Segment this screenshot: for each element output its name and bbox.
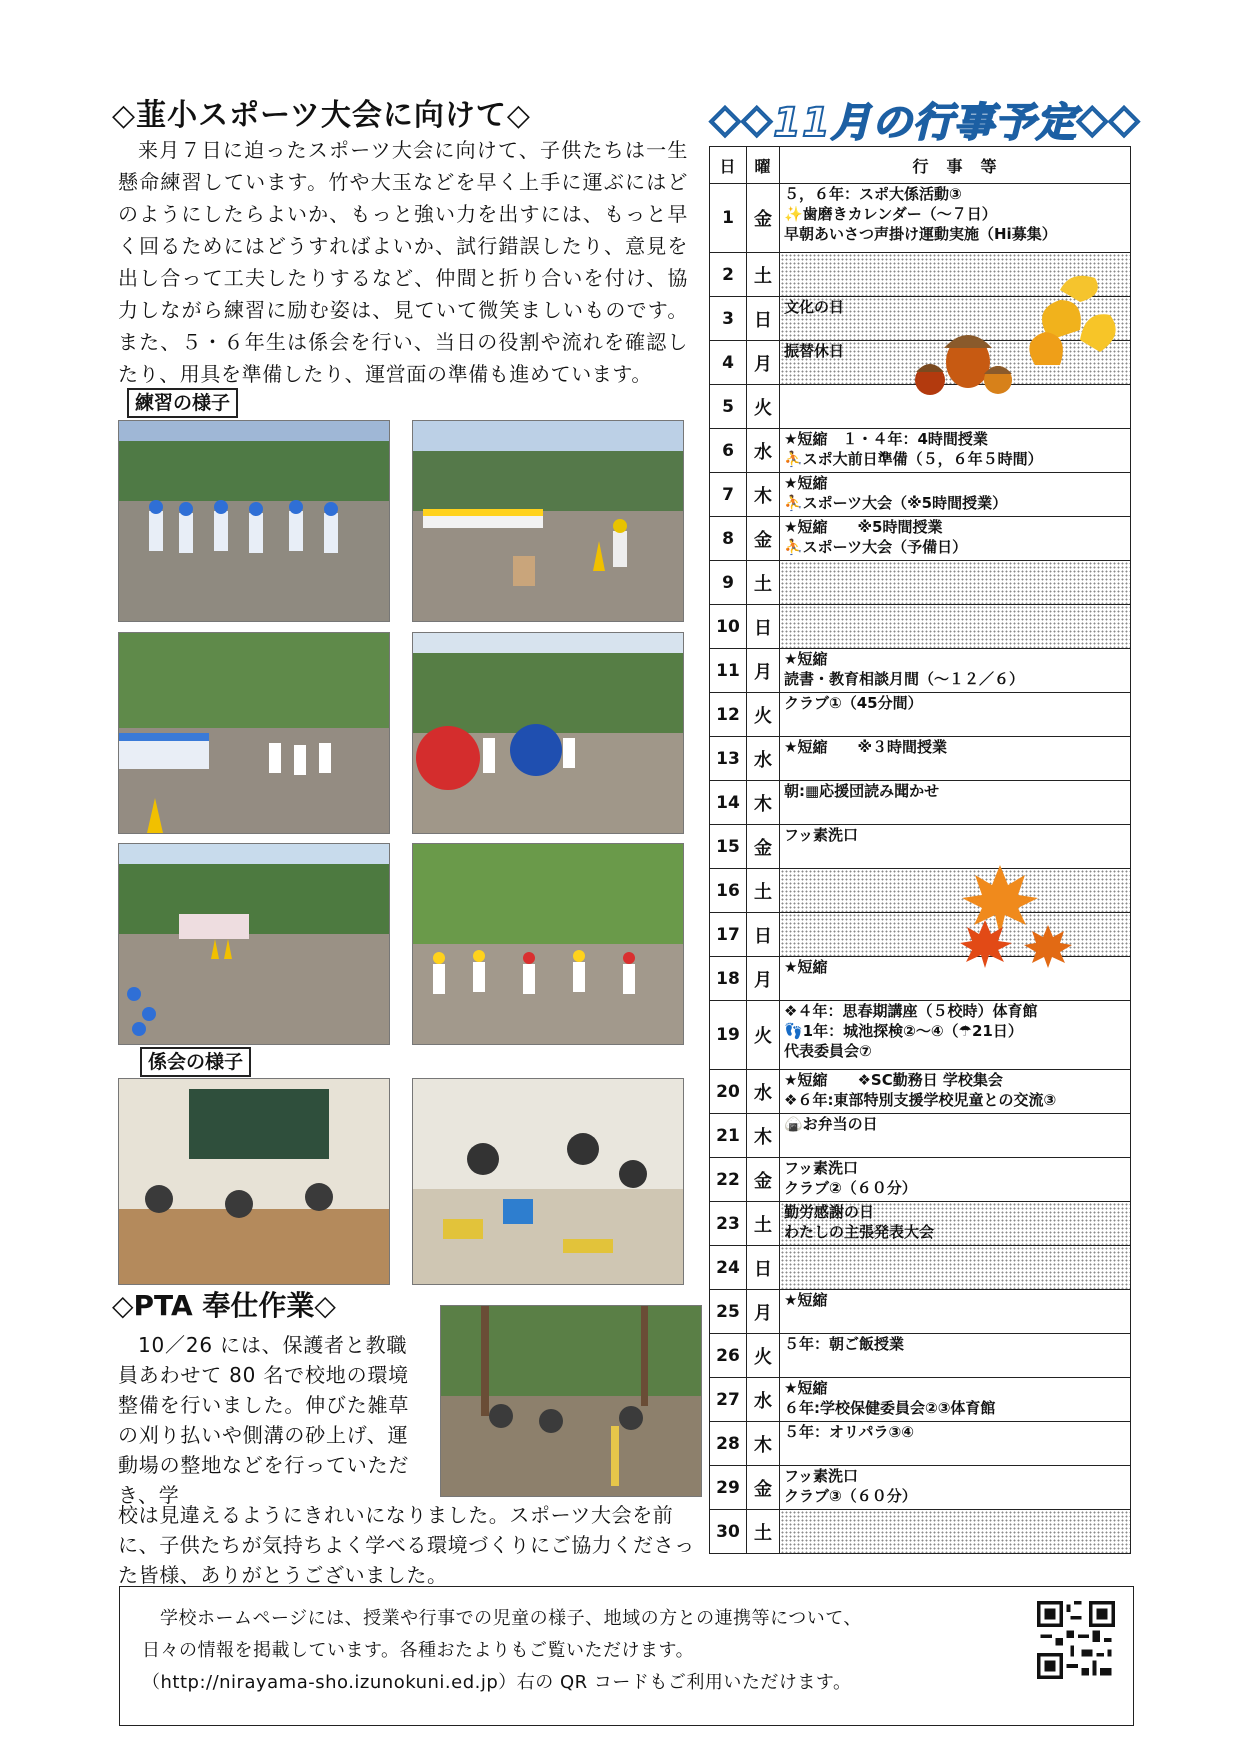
calendar-day: 6: [710, 429, 747, 473]
committee-caption: 係会の様子: [140, 1047, 251, 1077]
calendar-events: [780, 1466, 1131, 1510]
calendar-row: [710, 693, 1131, 737]
sports-section-body: 来月７日に迫ったスポーツ大会に向けて、子供たちは一生懸命練習しています。竹や大玉などを早く上手に運ぶにはどのようにしたらよいか、もっと強い力を出すには、もっと早く回るためにはどうすればよいか、試行錯誤したり、意見を出し合って工夫したりするなど、仲間と折り合いを付け、協力しながら練習に励む姿は、見ていて微笑ましいものです。また、５・６年生は係会を行い、当日の役割や流れを確認したり、用具を準備したり、運営面の準備も進めています。: [118, 138, 688, 386]
info-line-1: 学校ホームページには、授業や行事での児童の様子、地域の方との連携等について、: [160, 1608, 862, 1629]
homepage-info-box: [119, 1586, 1134, 1726]
calendar-row: [710, 737, 1131, 781]
calendar-events: [780, 561, 1131, 605]
calendar-day: 8: [710, 517, 747, 561]
calendar-events: [780, 1158, 1131, 1202]
calendar-row: [710, 1114, 1131, 1158]
pta-work-photo: [440, 1305, 702, 1497]
calendar-events: [780, 1334, 1131, 1378]
calendar-events: [780, 825, 1131, 869]
pta-section-body-1: 10／26 には、保護者と教職員あわせて 80 名で校地の環境整備を行いました。伸びた雑草の刈り払いや側溝の砂上げ、運動場の整地などを行っていただき、学: [118, 1333, 410, 1507]
info-line-3[interactable]: （http://nirayama-sho.izunokuni.ed.jp）右の QR コードもご利用いただけます。: [142, 1672, 852, 1693]
calendar-row: [710, 1158, 1131, 1202]
calendar-row: [710, 957, 1131, 1001]
calendar-weekday: 火: [747, 1001, 780, 1070]
calendar-weekday: 水: [747, 737, 780, 781]
calendar-event-text: 🍙お弁当の日: [784, 1115, 878, 1133]
calendar-day: 9: [710, 561, 747, 605]
calendar-event-text: フッ素洗口: [784, 1467, 858, 1485]
calendar-weekday: 土: [747, 253, 780, 297]
title-diamonds-right: ◇◇: [1076, 96, 1141, 142]
calendar-day: 21: [710, 1114, 747, 1158]
calendar-day: 19: [710, 1001, 747, 1070]
calendar-events: [780, 385, 1131, 429]
calendar-day: 4: [710, 341, 747, 385]
calendar-day: 22: [710, 1158, 747, 1202]
calendar-events: [780, 957, 1131, 1001]
calendar-row: [710, 1202, 1131, 1246]
calendar-event-text: フッ素洗口: [784, 1159, 858, 1177]
calendar-event-text: ★短縮 ※３時間授業: [784, 738, 948, 756]
practice-photo-tug-of-war: [118, 420, 390, 622]
calendar-row: [710, 649, 1131, 693]
calendar-event-text: 朝:▦応援団読み聞かせ: [784, 782, 940, 800]
homepage-info-text: [142, 1603, 1042, 1699]
calendar-weekday: 日: [747, 1246, 780, 1290]
calendar-row: [710, 1466, 1131, 1510]
calendar-day: 23: [710, 1202, 747, 1246]
calendar-event-text: ６年:学校保健委員会②③体育館: [784, 1399, 996, 1417]
calendar-weekday: 土: [747, 1510, 780, 1554]
calendar-day: 15: [710, 825, 747, 869]
calendar-row: [710, 473, 1131, 517]
calendar-day: 20: [710, 1070, 747, 1114]
calendar-weekday: 月: [747, 341, 780, 385]
pta-section-body-2: 校は見違えるようにきれいになりました。スポーツ大会を前に、子供たちが気持ちよく学べる環境づくりにご協力くださった皆様、ありがとうございました。: [118, 1503, 695, 1587]
calendar-day: 28: [710, 1422, 747, 1466]
calendar-day: 27: [710, 1378, 747, 1422]
calendar-event-text: わたしの主張発表大会: [784, 1223, 935, 1241]
calendar-row: [710, 253, 1131, 297]
calendar-weekday: 日: [747, 605, 780, 649]
calendar-day: 7: [710, 473, 747, 517]
calendar-event-text: 早朝あいさつ声掛け運動実施（Hi募集）: [784, 225, 1057, 243]
calendar-day: 24: [710, 1246, 747, 1290]
calendar-row: [710, 1070, 1131, 1114]
calendar-events: [780, 737, 1131, 781]
calendar-events: [780, 781, 1131, 825]
calendar-weekday: 金: [747, 184, 780, 253]
calendar-day: 30: [710, 1510, 747, 1554]
calendar-weekday: 金: [747, 1158, 780, 1202]
calendar-day: 14: [710, 781, 747, 825]
calendar-event-text: ★短縮 １・４年：4時間授業: [784, 430, 988, 448]
calendar-weekday: 火: [747, 693, 780, 737]
calendar-weekday: 金: [747, 1466, 780, 1510]
calendar-events: [780, 297, 1131, 341]
calendar-events: [780, 1001, 1131, 1070]
calendar-row: [710, 1422, 1131, 1466]
calendar-weekday: 木: [747, 1114, 780, 1158]
calendar-events: [780, 473, 1131, 517]
calendar-weekday: 土: [747, 561, 780, 605]
calendar-events: [780, 649, 1131, 693]
calendar-title-text: 11月の行事予定: [773, 99, 1077, 146]
calendar-events: [780, 184, 1131, 253]
calendar-weekday: 月: [747, 649, 780, 693]
calendar-weekday: 木: [747, 473, 780, 517]
calendar-events: [780, 517, 1131, 561]
calendar-event-text: フッ素洗口: [784, 826, 858, 844]
calendar-row: [710, 781, 1131, 825]
calendar-event-text: ❖６年:東部特別支援学校児童との交流③: [784, 1091, 1057, 1109]
calendar-events: [780, 693, 1131, 737]
calendar-row: [710, 825, 1131, 869]
calendar-event-text: ５，６年：スポ大係活動③: [784, 185, 962, 203]
calendar-event-text: ５年：オリパラ③④: [784, 1423, 914, 1441]
calendar-day: 25: [710, 1290, 747, 1334]
calendar-events: [780, 1202, 1131, 1246]
calendar-event-text: ⛹スポーツ大会（※5時間授業）: [784, 494, 1008, 512]
calendar-events: [780, 869, 1131, 913]
calendar-event-text: ★短縮: [784, 958, 828, 976]
calendar-event-text: ★短縮: [784, 1379, 828, 1397]
calendar-events: [780, 1114, 1131, 1158]
calendar-weekday: 土: [747, 1202, 780, 1246]
calendar-row: [710, 341, 1131, 385]
calendar-event-text: クラブ②（６０分）: [784, 1179, 917, 1197]
calendar-title: [690, 84, 1160, 154]
calendar-event-text: ★短縮 ※5時間授業: [784, 518, 943, 536]
info-line-2: 日々の情報を掲載しています。各種おたよりもご覧いただけます。: [142, 1640, 695, 1661]
calendar-weekday: 日: [747, 913, 780, 957]
calendar-event-text: ⛹スポ大前日準備（５，６年５時間）: [784, 450, 1043, 468]
calendar-row: [710, 913, 1131, 957]
calendar-event-text: ⛹スポーツ大会（予備日）: [784, 538, 968, 556]
header-weekday: 曜: [747, 147, 780, 184]
calendar-row: [710, 517, 1131, 561]
calendar-event-text: ❖４年：思春期講座（５校時）体育館: [784, 1002, 1038, 1020]
committee-photo-classroom: [118, 1078, 390, 1285]
calendar-row: [710, 429, 1131, 473]
calendar-row: [710, 869, 1131, 913]
calendar-events: [780, 253, 1131, 297]
calendar-events: [780, 1378, 1131, 1422]
calendar-event-text: 文化の日: [784, 298, 845, 316]
calendar-day: 1: [710, 184, 747, 253]
calendar-weekday: 木: [747, 1422, 780, 1466]
calendar-row: [710, 561, 1131, 605]
sports-section-title: ◇韮小スポーツ大会に向けて◇: [112, 98, 531, 133]
calendar-events: [780, 1290, 1131, 1334]
calendar-event-text: 読書・教育相談月間（～１２／６）: [784, 670, 1025, 688]
practice-photo-relay: [118, 843, 390, 1045]
calendar-weekday: 水: [747, 429, 780, 473]
calendar-weekday: 日: [747, 297, 780, 341]
calendar-event-text: ★短縮: [784, 1291, 828, 1309]
calendar-event-text: ５年：朝ご飯授業: [784, 1335, 905, 1353]
calendar-events: [780, 341, 1131, 385]
calendar-day: 11: [710, 649, 747, 693]
calendar-row: [710, 1290, 1131, 1334]
calendar-day: 10: [710, 605, 747, 649]
calendar-weekday: 木: [747, 781, 780, 825]
calendar-events: [780, 605, 1131, 649]
practice-photo-field: [412, 420, 684, 622]
calendar-row: [710, 297, 1131, 341]
calendar-row: [710, 605, 1131, 649]
calendar-weekday: 土: [747, 869, 780, 913]
calendar-day: 29: [710, 1466, 747, 1510]
calendar-event-text: クラブ①（45分間）: [784, 694, 923, 712]
calendar-day: 12: [710, 693, 747, 737]
calendar-row: [710, 1001, 1131, 1070]
calendar-day: 17: [710, 913, 747, 957]
calendar-event-text: 勤労感謝の日: [784, 1203, 875, 1221]
calendar-events: [780, 913, 1131, 957]
calendar-day: 3: [710, 297, 747, 341]
calendar-events: [780, 1246, 1131, 1290]
calendar-row: [710, 385, 1131, 429]
practice-caption: 練習の様子: [127, 388, 238, 418]
title-diamonds-left: ◇◇: [709, 96, 774, 142]
calendar-event-text: クラブ③（６０分）: [784, 1487, 917, 1505]
calendar-event-text: ★短縮: [784, 650, 828, 668]
calendar-day: 13: [710, 737, 747, 781]
calendar-event-text: 👣1年：城池探検②～④（☂21日）: [784, 1022, 1023, 1040]
calendar-event-text: 振替休日: [784, 342, 845, 360]
calendar-row: [710, 1510, 1131, 1554]
calendar-day: 2: [710, 253, 747, 297]
calendar-weekday: 火: [747, 385, 780, 429]
event-calendar-table: [709, 146, 1131, 1554]
calendar-weekday: 火: [747, 1334, 780, 1378]
practice-photo-big-balls: [412, 632, 684, 834]
calendar-day: 5: [710, 385, 747, 429]
calendar-row: [710, 184, 1131, 253]
calendar-weekday: 月: [747, 1290, 780, 1334]
practice-photo-pole-carry: [118, 632, 390, 834]
header-events: 行 事 等: [780, 147, 1131, 184]
calendar-day: 16: [710, 869, 747, 913]
calendar-events: [780, 1510, 1131, 1554]
calendar-row: [710, 1334, 1131, 1378]
calendar-row: [710, 1246, 1131, 1290]
practice-photo-dance: [412, 843, 684, 1045]
calendar-events: [780, 1422, 1131, 1466]
calendar-weekday: 金: [747, 517, 780, 561]
calendar-day: 18: [710, 957, 747, 1001]
calendar-weekday: 月: [747, 957, 780, 1001]
pta-section-title: ◇PTA 奉仕作業◇: [112, 1289, 336, 1322]
calendar-events: [780, 1070, 1131, 1114]
calendar-day: 26: [710, 1334, 747, 1378]
calendar-event-text: ✨歯磨きカレンダー（～７日）: [784, 205, 997, 223]
calendar-event-text: 代表委員会⑦: [784, 1042, 872, 1060]
calendar-event-text: ★短縮: [784, 474, 828, 492]
qr-code-icon[interactable]: [1037, 1601, 1115, 1679]
calendar-weekday: 水: [747, 1378, 780, 1422]
calendar-weekday: 金: [747, 825, 780, 869]
calendar-weekday: 水: [747, 1070, 780, 1114]
calendar-events: [780, 429, 1131, 473]
calendar-row: [710, 1378, 1131, 1422]
calendar-header-row: [710, 147, 1131, 184]
header-day: 日: [710, 147, 747, 184]
calendar-event-text: ★短縮 ❖SC勤務日 学校集会: [784, 1071, 1003, 1089]
committee-photo-equipment: [412, 1078, 684, 1285]
